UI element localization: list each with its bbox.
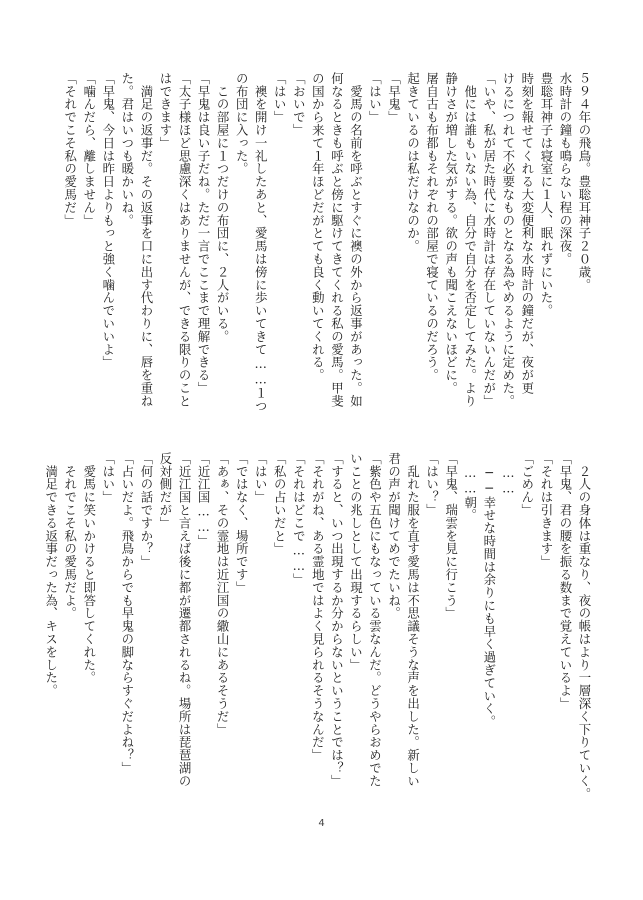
text-line: 「それがね、ある霊地ではよく見られるそうなんだ」 xyxy=(310,452,326,762)
text-line: 屠自古も布都もそれぞれの部屋で寝ているのだろう。 xyxy=(424,72,440,382)
text-line: 「早鬼」 xyxy=(386,72,402,124)
text-line: 時刻を報せてくれる大変便利な水時計の鐘だが、夜が更 xyxy=(519,72,535,395)
lower-text-block xyxy=(42,452,594,801)
text-line: 「はい？」 xyxy=(424,452,440,517)
text-line: 「近江国……」 xyxy=(196,452,212,548)
text-line: 「早鬼、君の腰を振る数まで覚えているよ」 xyxy=(557,452,573,710)
text-line: ……朝。 xyxy=(462,452,478,522)
text-line: 「はい」 xyxy=(100,452,116,504)
text-line: ２人の身体は重なり、夜の帳はより一層深く下りていく。 xyxy=(577,452,592,801)
text-line: 「私の占いだと」 xyxy=(272,452,288,556)
text-line: けるにつれて不必要なものとなる為やめるように定めた。 xyxy=(500,72,516,408)
text-line: 「はい」 xyxy=(253,452,269,504)
text-line: 愛馬の名前を呼ぶとすぐに襖の外から返事があった。如 xyxy=(348,72,364,408)
text-line: 襖を開け一礼したあと、愛馬は傍に歩いてきて……１つ xyxy=(253,72,269,413)
text-line: 静けさが増した気がする。欲の声も聞こえないほどに。 xyxy=(443,72,459,395)
text-line: 「すると、いつ出現するか分からないということでは？」 xyxy=(329,452,345,788)
text-line: 満足の返事だ。その返事を口に出す代わりに、唇を重ね xyxy=(138,72,154,408)
text-line: 「早鬼は良い子だね。ただ一言でここまで理解できる」 xyxy=(196,72,212,395)
text-line: 「それはどこで……」 xyxy=(291,452,307,587)
text-line: 「あぁ、その霊地は近江国の繖山にあるそうだ」 xyxy=(215,452,231,736)
text-line: の布団に入った。 xyxy=(234,72,250,176)
text-line: 豊聡耳神子は寝室に１人、眠れずにいた。 xyxy=(538,72,554,318)
text-line: 「いや、私が居た時代に水時計は存在していないんだが」 xyxy=(481,72,497,408)
text-line: 「はい」 xyxy=(367,72,383,124)
page-number: 4 xyxy=(318,818,325,829)
text-line: 「それは引きます」 xyxy=(538,452,554,569)
text-line: 反対側だが」 xyxy=(157,452,173,530)
text-line: この部屋に１つだけの布団に、２人がいる。 xyxy=(215,72,231,343)
text-line: 「おいで」 xyxy=(291,72,307,137)
text-line: 「占いだよ。飛鳥からでも早鬼の脚ならすぐだよね？」 xyxy=(119,452,135,775)
text-line: いことの兆しとして出現するらしい」 xyxy=(348,452,364,672)
upper-text-block xyxy=(61,72,594,413)
text-line: 水時計の鐘も鳴らない程の深夜。 xyxy=(557,72,573,266)
text-line: 他には誰もいない為、自分で自分を否定してみた。より xyxy=(462,72,478,408)
text-line: 「何の話ですか？」 xyxy=(138,452,154,569)
text-line: 何なるときも呼ぶと傍に駆けてきてくれる私の愛馬。甲斐 xyxy=(329,72,345,408)
text-line: ５９４年の飛鳥。豊聡耳神子２０歳。 xyxy=(577,72,592,292)
text-line: 「ごめん」 xyxy=(519,452,535,517)
text-line: 「早鬼、瑞雲を見に行こう」 xyxy=(443,452,459,620)
text-line: の国から来て１年ほどだがとても良く動いてくれる。 xyxy=(310,72,326,382)
text-line: 「噛んだら、離しません」 xyxy=(81,72,97,227)
text-line: 「それでこそ私の愛馬だ」 xyxy=(62,72,78,227)
text-line: はできます」 xyxy=(157,72,173,150)
text-line: 乱れた服を直す愛馬は不思議そうな声を出した。新しい xyxy=(405,452,421,788)
text-line: 君の声が聞けてめでたいね。 xyxy=(386,452,402,620)
text-line: 「はい」 xyxy=(272,72,288,124)
text-line: 「太子様ほど思慮深くはありませんが、できる限りのこと xyxy=(177,72,193,408)
text-line: 「早鬼、今日は昨日よりもっと強く噛んでいいよ」 xyxy=(100,72,116,369)
text-line: それでこそ私の愛馬だよ。 xyxy=(62,452,78,620)
text-line: 起きているのは私だけなのか。 xyxy=(405,72,421,253)
text-line: た。君はいつも暖かいね。 xyxy=(119,72,135,227)
text-line: …… xyxy=(500,452,516,496)
text-line: 「紫色や五色にもなっている雲なんだ。どうやらおめでた xyxy=(367,452,383,788)
text-line: ──幸せな時間は余りにも早く過ぎていく。 xyxy=(481,452,497,729)
text-line: 「ではなく、場所です」 xyxy=(234,452,250,594)
text-line: 「近江国と言えば後に都が遷都されるね。場所は琵琶湖の xyxy=(177,452,193,788)
text-line: 愛馬に笑いかけると即答してくれた。 xyxy=(81,452,97,685)
text-line: 満足できる返事だった為、キスをした。 xyxy=(43,452,59,698)
